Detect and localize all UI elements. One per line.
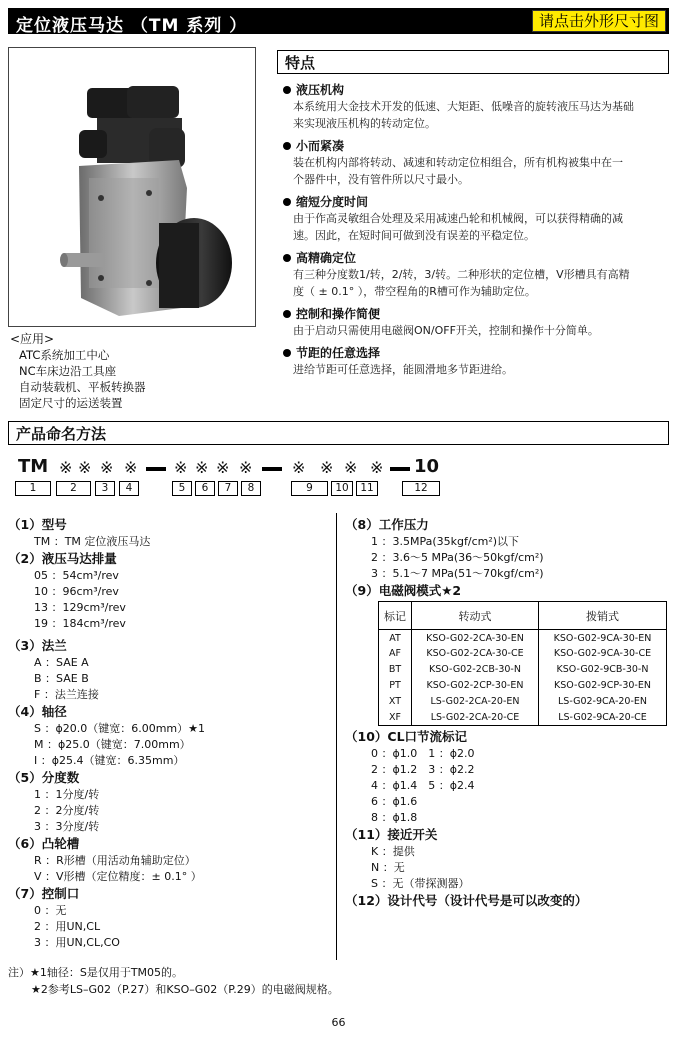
spec-line: 19 ：184cm³/rev [34,617,126,630]
table-cell: XF [379,710,412,726]
table-cell: AT [379,630,412,646]
spec-line: 4 ：ϕ1.4 5 ：ϕ2.4 [371,779,475,792]
table-cell: KSO-G02-9CA-30-EN [539,630,667,646]
spec-line: TM ：TM 定位液压马达 [34,535,151,548]
table-row [379,678,667,694]
code-suffix: 10 [414,456,440,477]
feature-item [283,306,669,339]
feature-body: 由于启动只需使用电磁阀ON/OFF开关，控制和操作十分简单。 [293,324,599,337]
table-cell: KSO-G02-2CP-30-EN [412,678,539,694]
code-placeholder: ※ [124,458,138,477]
feature-head: 小而紧凑 [296,139,345,153]
spec-line: 2 ：3.6～5 MPa(36～50kgf/cm²) [371,551,544,564]
spec-left-column [8,516,333,951]
application-item: NC车床边沿工具座 [19,364,117,378]
naming-heading-box [8,421,669,445]
spec-line: 2 ：2分度/转 [34,804,100,817]
table-row [379,662,667,678]
spec-line: S ：ϕ20.0（键宽：6.00mm）★1 [34,722,206,735]
product-photo [8,47,256,327]
feature-body: 装在机构内部将转动、减速和转动定位相组合，所有机构被集中在一 [293,156,623,169]
table-cell: AF [379,646,412,662]
solenoid-valve-table [378,601,667,726]
code-position-box: 1 [15,481,51,496]
spec-line: 3 ：用UN,CL,CO [34,936,120,949]
code-position-box: 10 [331,481,353,496]
code-dash [262,467,282,471]
feature-item [283,82,669,132]
spec-line: M ：ϕ25.0（键宽：7.00mm） [34,738,191,751]
footnote: 注）★1轴径：S是仅用于TM05的。 [8,966,184,979]
feature-item [283,194,669,244]
feature-body: 个器件中，没有管件所以尺寸最小。 [293,173,469,186]
spec-heading: （12）设计代号（设计代号是可以改变的） [345,893,588,908]
feature-body: 进给节距可任意选择，能圆滑地多节距进给。 [293,363,513,376]
application-item: 自动装载机、平板转换器 [19,380,146,394]
features-heading: 特点 [285,54,316,72]
spec-line: 3 ：3分度/转 [34,820,100,833]
bullet-icon [283,254,291,262]
naming-heading: 产品命名方法 [16,425,107,443]
table-header: 拨销式 [539,602,667,630]
code-placeholder: ※ [174,458,188,477]
model-code [14,456,454,480]
code-position-box: 12 [402,481,440,496]
table-cell: KSO-G02-9CA-30-CE [539,646,667,662]
spec-line: F ：法兰连接 [34,688,99,701]
code-position-box: 2 [56,481,91,496]
table-cell: LS-G02-9CA-20-EN [539,694,667,710]
spec-heading: （8）工作压力 [345,517,429,532]
column-divider [336,513,337,960]
code-position-box: 5 [172,481,192,496]
code-position-box: 7 [218,481,238,496]
table-cell: KSO-G02-9CP-30-EN [539,678,667,694]
table-row [379,630,667,646]
table-cell: BT [379,662,412,678]
spec-line: 3 ：5.1～7 MPa(51～70kgf/cm²) [371,567,544,580]
spec-line: 8 ：ϕ1.8 [371,811,418,824]
spec-line: 13 ：129cm³/rev [34,601,126,614]
spec-line: K ：提供 [371,845,415,858]
spec-heading: （4）轴径 [8,704,67,719]
spec-line: 0 ：无 [34,904,67,917]
feature-head: 缩短分度时间 [296,195,369,209]
feature-item [283,250,669,300]
table-cell: XT [379,694,412,710]
spec-heading: （3）法兰 [8,638,67,653]
spec-line: 2 ：ϕ1.2 3 ：ϕ2.2 [371,763,475,776]
table-cell: LS-G02-2CA-20-CE [412,710,539,726]
code-position-box: 11 [356,481,378,496]
code-placeholder: ※ [216,458,230,477]
bullet-icon [283,349,291,357]
code-placeholder: ※ [239,458,253,477]
bullet-icon [283,310,291,318]
code-position-box: 9 [291,481,328,496]
feature-body: 本系统用大金技术开发的低速、大矩距、低噪音的旋转液压马达为基础 [293,100,634,113]
spec-line: 1 ：3.5MPa(35kgf/cm²)以下 [371,535,520,548]
code-placeholder: ※ [100,458,114,477]
code-placeholder: ※ [320,458,334,477]
feature-body: 由于作高灵敏组合处理及采用减速凸轮和机械阀，可以获得精确的减 [293,212,623,225]
spec-line: A ：SAE A [34,656,89,669]
table-header: 转动式 [412,602,539,630]
code-placeholder: ※ [59,458,73,477]
code-position-box: 4 [119,481,139,496]
table-cell: KSO-G02-9CB-30-N [539,662,667,678]
features-list [283,82,669,384]
applications [10,331,146,411]
code-position-box: 3 [95,481,115,496]
application-item: ATC系统加工中心 [19,348,110,362]
table-cell: KSO-G02-2CB-30-N [412,662,539,678]
spec-line: 2 ：用UN,CL [34,920,101,933]
feature-head: 高精确定位 [296,251,357,265]
feature-body: 来实现液压机构的转动定位。 [293,117,436,130]
spec-line: 0 ：ϕ1.0 1 ：ϕ2.0 [371,747,475,760]
table-cell: KSO-G02-2CA-30-CE [412,646,539,662]
page-title: 定位液压马达 （TM 系列 ） [16,16,248,36]
feature-body: 度（ ± 0.1° ），带空程角的R槽可作为辅助定位。 [293,285,536,298]
spec-line: B ：SAE B [34,672,89,685]
table-row [379,694,667,710]
footnote: ★2参考LS–G02（P.27）和KSO–G02（P.29）的电磁阀规格。 [31,983,339,996]
spec-right-column [345,516,670,600]
spec-line: 10 ：96cm³/rev [34,585,119,598]
spec-heading: （1）型号 [8,517,67,532]
spec-line: 05 ：54cm³/rev [34,569,119,582]
bullet-icon [283,86,291,94]
application-item: 固定尺寸的运送装置 [19,396,123,410]
code-placeholder: ※ [344,458,358,477]
table-row [379,646,667,662]
spec-heading: （10）CL口节流标记 [345,729,468,744]
spec-line: S ：无（带探测器） [371,877,470,890]
applications-title: <应用> [10,332,55,346]
footnotes [8,964,339,998]
dimension-drawing-link[interactable]: 请点击外形尺寸图 [532,10,666,32]
code-position-box: 6 [195,481,215,496]
spec-heading: （9）电磁阀模式★2 [345,583,462,598]
bullet-icon [283,142,291,150]
spec-right-column-lower [345,728,670,910]
code-placeholder: ※ [195,458,209,477]
motor-illustration [9,48,255,326]
feature-item [283,345,669,378]
spec-line: 6 ：ϕ1.6 [371,795,418,808]
page-number: 66 [331,1016,346,1029]
code-dash [390,467,410,471]
code-placeholder: ※ [292,458,306,477]
code-placeholder: ※ [370,458,384,477]
feature-head: 控制和操作简便 [296,307,381,321]
feature-head: 节距的任意选择 [296,346,381,360]
spec-line: I ：ϕ25.4（键宽：6.35mm） [34,754,185,767]
code-dash [146,467,166,471]
spec-heading: （2）液压马达排量 [8,551,117,566]
spec-line: N ：无 [371,861,405,874]
code-prefix: TM [18,456,49,477]
spec-line: 1 ：1分度/转 [34,788,100,801]
features-heading-box [277,50,669,74]
bullet-icon [283,198,291,206]
feature-item [283,138,669,188]
spec-heading: （5）分度数 [8,770,80,785]
table-cell: LS-G02-2CA-20-EN [412,694,539,710]
code-position-box: 8 [241,481,261,496]
code-placeholder: ※ [78,458,92,477]
feature-head: 液压机构 [296,83,345,97]
spec-heading: （7）控制口 [8,886,80,901]
table-cell: PT [379,678,412,694]
spec-line: R ：R形槽（用活动角辅助定位） [34,854,196,867]
spec-heading: （6）凸轮槽 [8,836,80,851]
spec-heading: （11）接近开关 [345,827,438,842]
table-cell: LS-G02-9CA-20-CE [539,710,667,726]
table-row [379,710,667,726]
feature-body: 有三种分度数1/转，2/转，3/转。二种形状的定位槽，V形槽具有高精 [293,268,630,281]
table-cell: KSO-G02-2CA-30-EN [412,630,539,646]
spec-line: V ：V形槽（定位精度：± 0.1° ） [34,870,202,883]
feature-body: 速。因此，在短时间可做到没有误差的平稳定位。 [293,229,535,242]
header-bar [8,8,669,34]
table-header: 标记 [379,602,412,630]
